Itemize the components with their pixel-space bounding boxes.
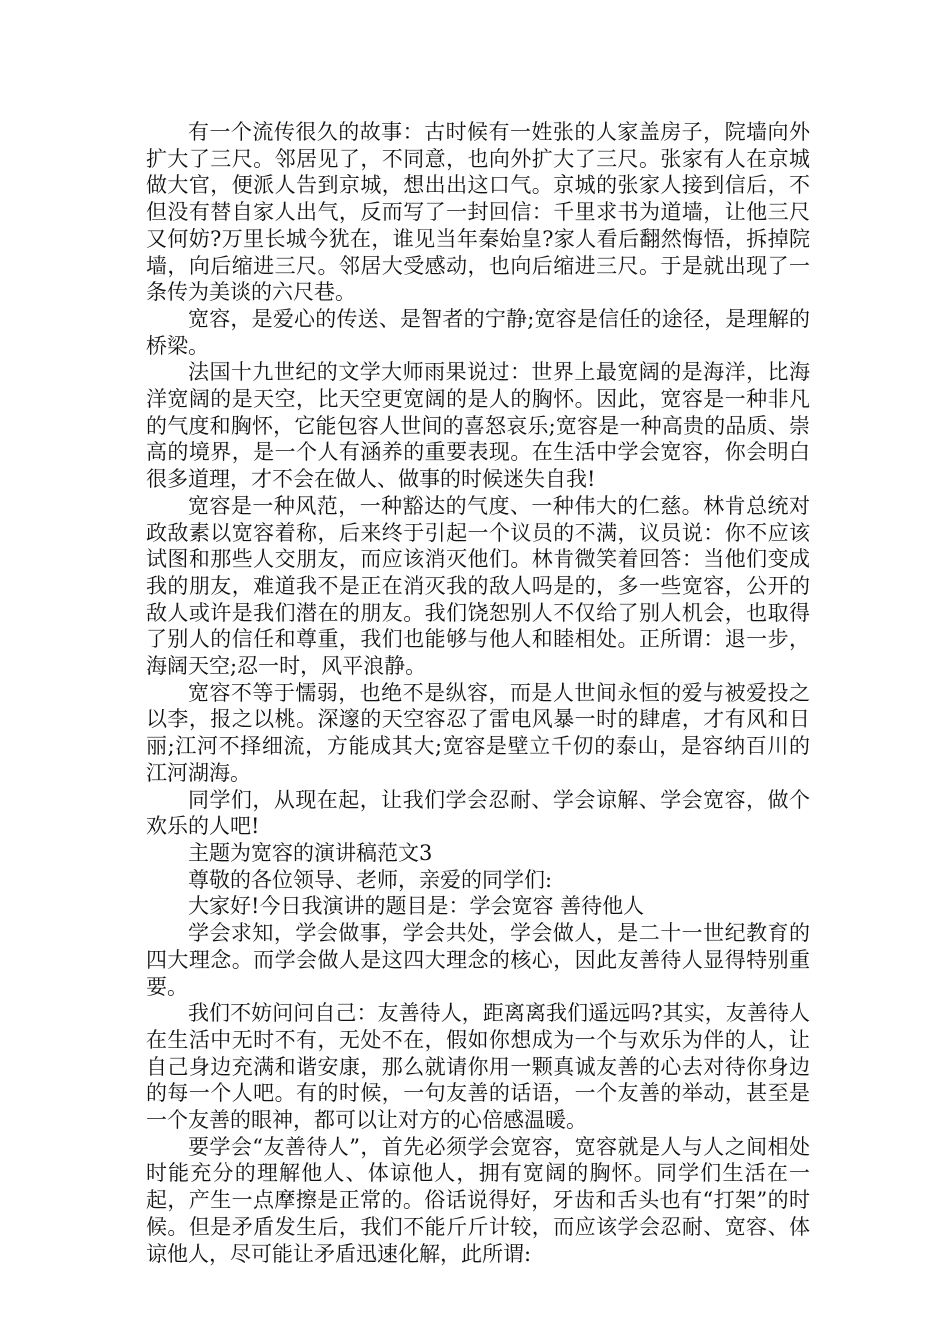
paragraph-story: 有一个流传很久的故事：古时候有一姓张的人家盖房子，院墙向外扩大了三尺。邻居见了，不同意，也向外扩大了三尺。张家有人在京城做大官，便派人告到京城，想出出这口气。京城的张家人接到信后，不但没有替自家人出气，反而写了一封回信：千里求书为道墙，让他三尺又何妨?万里长城今犹在，谁见当年秦始皇?家人看后翻然悔悟，拆掉院墙，向后缩进三尺。邻居大受感动，也向后缩进三尺。于是就出现了一条传为美谈的六尺巷。	[146, 120, 810, 305]
paragraph-four-concepts: 学会求知，学会做事，学会共处，学会做人，是二十一世纪教育的四大理念。而学会做人是这四大理念的核心，因此友善待人显得特别重要。	[146, 921, 810, 999]
document-body	[146, 119, 810, 1267]
salutation: 尊敬的各位领导、老师，亲爱的同学们:	[188, 867, 553, 892]
paragraph-lincoln-story: 宽容是一种风范，一种豁达的气度、一种伟大的仁慈。林肯总统对政敌素以宽容着称，后来终于引起一个议员的不满，议员说：你不应该试图和那些人交朋友，而应该消灭他们。林肯微笑着回答：当他们变成我的朋友，难道我不是正在消灭我的敌人吗是的，多一些宽容，公开的敌人或许是我们潜在的朋友。我们饶恕别人不仅给了别人机会，也取得了别人的信任和尊重，我们也能够与他人和睦相处。正所谓：退一步，海阔天空;忍一时，风平浪静。	[146, 493, 810, 679]
section-heading: 主题为宽容的演讲稿范文3	[188, 840, 433, 865]
paragraph-kindness: 我们不妨问问自己：友善待人，距离离我们遥远吗?其实，友善待人在生活中无时不有，无处不在，假如你想成为一个与欢乐为伴的人，让自己身边充满和谐安康，那么就请你用一颗真诚友善的心去对待你身边的每一个人吧。有的时候，一句友善的话语，一个友善的举动，甚至是一个友善的眼神，都可以让对方的心倍感温暖。	[146, 1001, 810, 1133]
paragraph-call-to-action: 同学们，从现在起，让我们学会忍耐、学会谅解、学会宽容，做个欢乐的人吧!	[146, 787, 810, 839]
paragraph-learn-tolerance: 要学会“友善待人”，首先必须学会宽容，宽容就是人与人之间相处时能充分的理解他人、体谅他人，拥有宽阔的胸怀。同学们生活在一起，产生一点摩擦是正常的。俗话说得好，牙齿和舌头也有“打架”的时候。但是矛盾发生后，我们不能斤斤计较，而应该学会忍耐、宽容、体谅他人，尽可能让矛盾迅速化解，此所谓:	[146, 1134, 810, 1266]
paragraph-hugo-quote: 法国十九世纪的文学大师雨果说过：世界上最宽阔的是海洋，比海洋宽阔的是天空，比天空更宽阔的是人的胸怀。因此，宽容是一种非凡的气度和胸怀，它能包容人世间的喜怒哀乐;宽容是一种高贵的品质、崇高的境界，是一个人有涵养的重要表现。在生活中学会宽容，你会明白很多道理，才不会在做人、做事的时候迷失自我!	[146, 360, 810, 492]
speech-topic: 大家好!今日我演讲的题目是：学会宽容 善待他人	[188, 894, 645, 919]
paragraph-tolerance-definition: 宽容，是爱心的传送、是智者的宁静;宽容是信任的途径，是理解的桥梁。	[146, 306, 810, 358]
paragraph-not-weakness: 宽容不等于懦弱，也绝不是纵容，而是人世间永恒的爱与被爱投之以李，报之以桃。深邃的天空容忍了雷电风暴一时的肆虐，才有风和日丽;江河不择细流，方能成其大;宽容是壁立千仞的泰山，是容纳百川的江河湖海。	[146, 680, 810, 785]
